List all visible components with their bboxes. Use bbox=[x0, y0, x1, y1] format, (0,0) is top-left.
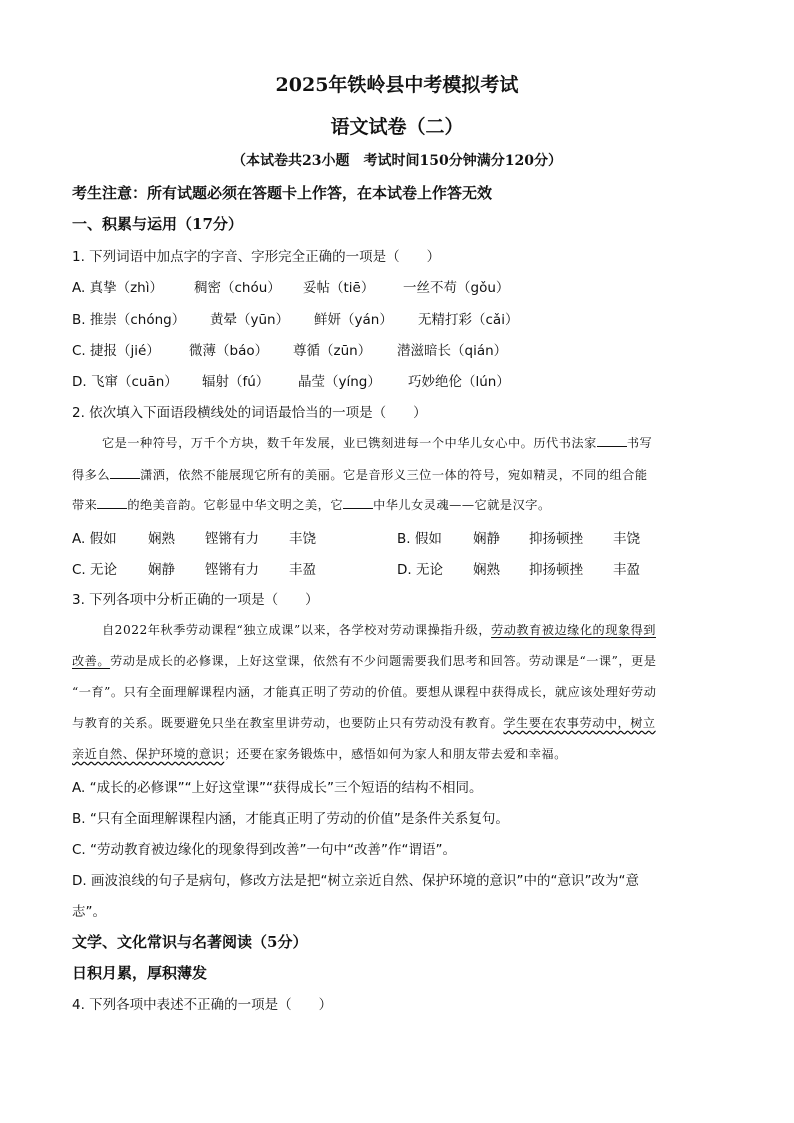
passage-text: 劳动是成长的必修课，上好这堂课，依然有不少问题需要我们思考和回答。劳动课是“一课”，更是 bbox=[110, 654, 657, 668]
passage-text: 带来 bbox=[72, 498, 98, 512]
exam-notice: 考生注意：所有试题必须在答题卡上作答，在本试卷上作答无效 bbox=[72, 184, 493, 202]
passage-text: 的绝美音韵。它彰显中华文明之美，它 bbox=[127, 498, 344, 512]
exam-subtitle: 语文试卷（二） bbox=[330, 116, 464, 138]
q3-option: D. 画波浪线的句子是病句，修改方法是把“树立亲近自然、保护环境的意识”中的“意识”改为“意 bbox=[72, 873, 639, 889]
q1-option-cell: 辐射（fú） bbox=[202, 374, 270, 390]
question-3-stem: 3. 下列各项中分析正确的一项是（ ） bbox=[72, 592, 319, 608]
wavy-underlined-sentence: 亲近自然、保护环境的意识 bbox=[72, 747, 225, 761]
q1-option-cell: 稠密（chóu） bbox=[194, 280, 281, 296]
q2-option-cell: 丰盈 bbox=[613, 562, 640, 578]
passage-text: “一育”。只有全面理解课程内涵，才能真正明了劳动的价值。要想从课程中获得成长，就应该处理好劳动 bbox=[72, 685, 657, 699]
underlined-sentence: 改善。 bbox=[72, 654, 111, 668]
fill-blank bbox=[597, 434, 627, 447]
question-4-stem: 4. 下列各项中表述不正确的一项是（ ） bbox=[72, 997, 333, 1013]
q1-option-cell: 晶莹（yíng） bbox=[298, 374, 381, 390]
passage-line bbox=[72, 466, 722, 483]
passage-line bbox=[102, 434, 752, 451]
q1-option-cell: 一丝不苟（gǒu） bbox=[403, 280, 510, 296]
question-1-stem: 1. 下列词语中加点字的字音、字形完全正确的一项是（ ） bbox=[72, 249, 441, 265]
passage-text: 潇洒，依然不能展现它所有的美丽。它是音形义三位一体的符号，宛如精灵，不同的组合能 bbox=[140, 468, 648, 482]
q3-option-continued: 志”。 bbox=[72, 904, 106, 920]
passage-text: ；还要在家务锻炼中，感悟如何为家人和朋友带去爱和幸福。 bbox=[224, 747, 567, 761]
exam-title: 2025年铁岭县中考模拟考试 bbox=[275, 74, 519, 96]
passage-line bbox=[72, 683, 722, 700]
passage-line bbox=[72, 714, 722, 731]
passage-text: 中华儿女灵魂——它就是汉字。 bbox=[373, 498, 551, 512]
question-2-stem: 2. 依次填入下面语段横线处的词语最恰当的一项是（ ） bbox=[72, 405, 427, 421]
q1-option-cell: 巧妙绝伦（lún） bbox=[408, 374, 510, 390]
passage-line bbox=[102, 621, 752, 638]
q2-option-cell: 铿锵有力 bbox=[205, 531, 259, 547]
q2-option-cell: 娴静 bbox=[148, 562, 175, 578]
q1-option-cell: 黄晕（yūn） bbox=[210, 312, 290, 328]
fill-blank bbox=[97, 496, 127, 509]
q2-option-cell: 丰饶 bbox=[613, 531, 640, 547]
q3-option: C. “劳动教育被边缘化的现象得到改善”一句中“改善”作“谓语”。 bbox=[72, 842, 456, 858]
q2-option-cell: 娴熟 bbox=[473, 562, 500, 578]
section-heading-2: 文学、文化常识与名著阅读（5分） bbox=[72, 933, 308, 951]
section-subheading: 日积月累，厚积薄发 bbox=[72, 964, 208, 982]
passage-text: 得多么 bbox=[72, 468, 111, 482]
q1-option-cell: 潜滋暗长（qián） bbox=[397, 343, 508, 359]
q1-option-cell: 尊循（zūn） bbox=[293, 343, 372, 359]
q2-option-cell: 铿锵有力 bbox=[205, 562, 259, 578]
q2-option-cell: 抑扬顿挫 bbox=[529, 531, 583, 547]
wavy-underlined-sentence: 学生要在农事劳动中，树立 bbox=[503, 716, 656, 730]
q1-option-cell: 妥帖（tiē） bbox=[303, 280, 375, 296]
underlined-sentence: 劳动教育被边缘化的现象得到 bbox=[491, 623, 656, 637]
passage-line bbox=[72, 652, 722, 669]
passage-text: 与教育的关系。既要避免只坐在教室里讲劳动，也要防止只有劳动没有教育。 bbox=[72, 716, 504, 730]
q1-option-cell: C. 捷报（jié） bbox=[72, 343, 160, 359]
q1-option-cell: 无精打彩（cǎi） bbox=[418, 312, 519, 328]
passage-text: 它是一种符号，万千个方块，数千年发展，业已镌刻进每一个中华儿女心中。历代书法家 bbox=[102, 436, 597, 450]
q3-option: A. “成长的必修课”“上好这堂课”“获得成长”三个短语的结构不相同。 bbox=[72, 780, 483, 796]
fill-blank bbox=[110, 466, 140, 479]
passage-line bbox=[72, 496, 722, 513]
exam-info: （本试卷共23小题 考试时间150分钟满分120分） bbox=[232, 153, 562, 169]
q1-option-cell: A. 真挚（zhì） bbox=[72, 280, 163, 296]
q2-option-cell: 娴熟 bbox=[148, 531, 175, 547]
q1-option-cell: D. 飞窜（cuān） bbox=[72, 374, 178, 390]
q3-option: B. “只有全面理解课程内涵，才能真正明了劳动的价值”是条件关系复句。 bbox=[72, 811, 509, 827]
section-heading-1: 一、积累与运用（17分） bbox=[72, 215, 243, 233]
passage-text: 书写 bbox=[626, 436, 653, 450]
q2-option-cell: 抑扬顿挫 bbox=[529, 562, 583, 578]
q2-option-cell: C. 无论 bbox=[72, 562, 118, 578]
q2-option-cell: 娴静 bbox=[473, 531, 500, 547]
q2-option-cell: D. 无论 bbox=[397, 562, 443, 578]
q1-option-cell: B. 推崇（chóng） bbox=[72, 312, 186, 328]
q1-option-cell: 鲜妍（yán） bbox=[314, 312, 393, 328]
q2-option-cell: B. 假如 bbox=[397, 531, 442, 547]
fill-blank bbox=[343, 496, 373, 509]
q2-option-cell: A. 假如 bbox=[72, 531, 117, 547]
q2-option-cell: 丰饶 bbox=[289, 531, 316, 547]
q2-option-cell: 丰盈 bbox=[289, 562, 316, 578]
passage-text: 自2022年秋季劳动课程“独立成课”以来，各学校对劳动课操指升级， bbox=[102, 623, 492, 637]
passage-line bbox=[72, 745, 722, 762]
q1-option-cell: 微薄（báo） bbox=[189, 343, 269, 359]
